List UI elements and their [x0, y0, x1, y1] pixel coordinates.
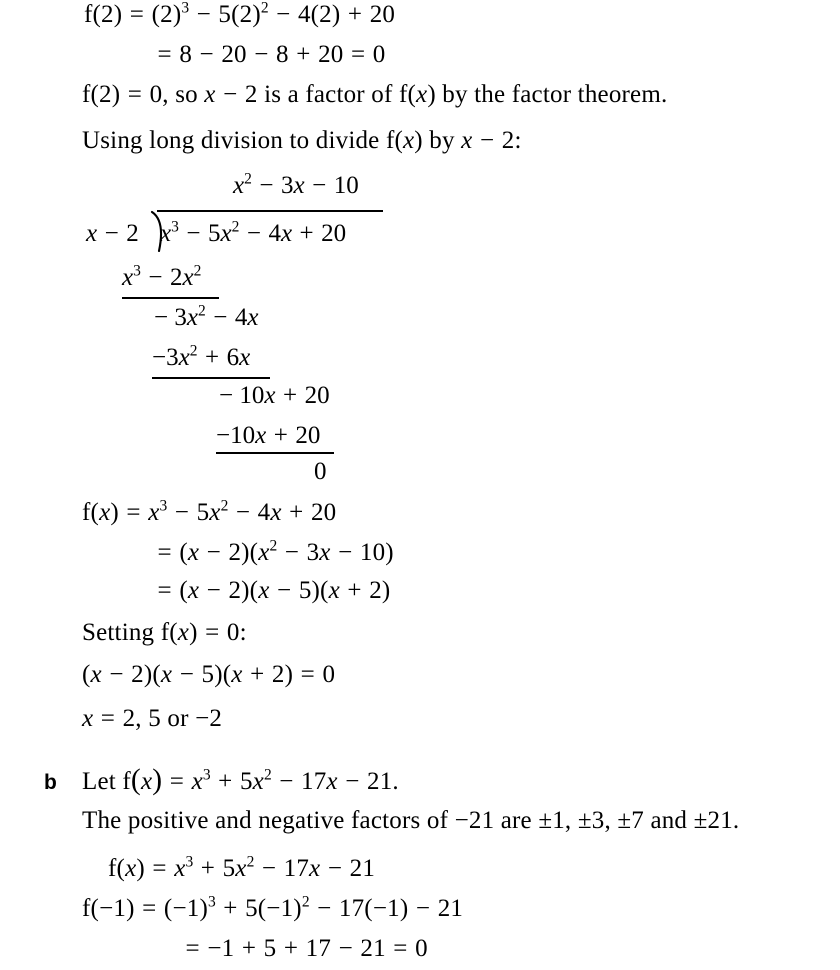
equation-roots-product: (x − 2)(x − 5)(x + 2) = 0: [82, 661, 336, 688]
division-divisor: x − 2: [86, 220, 139, 247]
equation-b-f-minus-1-result: = −1 + 5 + 17 − 21 = 0: [185, 935, 428, 962]
division-rule-2: [152, 377, 270, 379]
division-rule-3: [216, 452, 334, 454]
division-remainder: 0: [314, 458, 327, 485]
statement-factor-theorem: f(2) = 0, so x − 2 is a factor of f(x) by the factor theorem.: [82, 81, 668, 108]
division-step-3: $-3x^2 + 6x$: [152, 342, 251, 371]
division-step-1: $x^3 - 2x^2$: [122, 262, 202, 291]
equation-b-fx: $f(x) = x^3 + 5x^2 - 17x - 21$: [108, 853, 376, 882]
division-rule-1: [122, 297, 219, 299]
division-quotient: $x^2 - 3x - 10$: [233, 170, 359, 199]
division-step-2: − $3x^2 - 4x$: [154, 302, 259, 331]
division-vinculum: [157, 210, 383, 212]
statement-let-fx: Let $f(x) = x^3 + 5x^2 - 17x - 21$.: [82, 764, 399, 796]
equation-f2-evaluation: $f(2) = (2)^3 - 5(2)^2 - 4(2) + 20$: [84, 0, 396, 28]
equation-fx-expanded: $f(x) = x^3 - 5x^2 - 4x + 20$: [82, 497, 337, 526]
statement-long-division-intro: Using long division to divide f(x) by x − 2:: [82, 127, 522, 154]
part-label-b: b: [44, 771, 57, 794]
division-dividend: $x^3 - 5x^2 - 4x + 20$: [160, 218, 347, 247]
equation-fx-factor-full: = (x − 2)(x − 5)(x + 2): [157, 577, 391, 604]
equation-b-f-minus-1: $f(-1) = (-1)^3 + 5(-1)^2 - 17(-1) - 21$: [82, 893, 464, 922]
division-step-5: −10x + 20: [216, 422, 321, 449]
equation-roots-values: x = 2, 5 or −2: [82, 705, 223, 732]
equation-fx-factor-partial: = $(x - 2)(x^2 - 3x - 10)$: [157, 537, 394, 566]
division-step-4: − 10x + 20: [219, 382, 330, 409]
statement-factors-of-21: The positive and negative factors of −21 are ±1, ±3, ±7 and ±21.: [82, 807, 740, 834]
equation-f2-result: = 8 − 20 − 8 + 20 = 0: [157, 41, 386, 68]
statement-setting-zero: Setting f(x) = 0:: [82, 619, 247, 646]
